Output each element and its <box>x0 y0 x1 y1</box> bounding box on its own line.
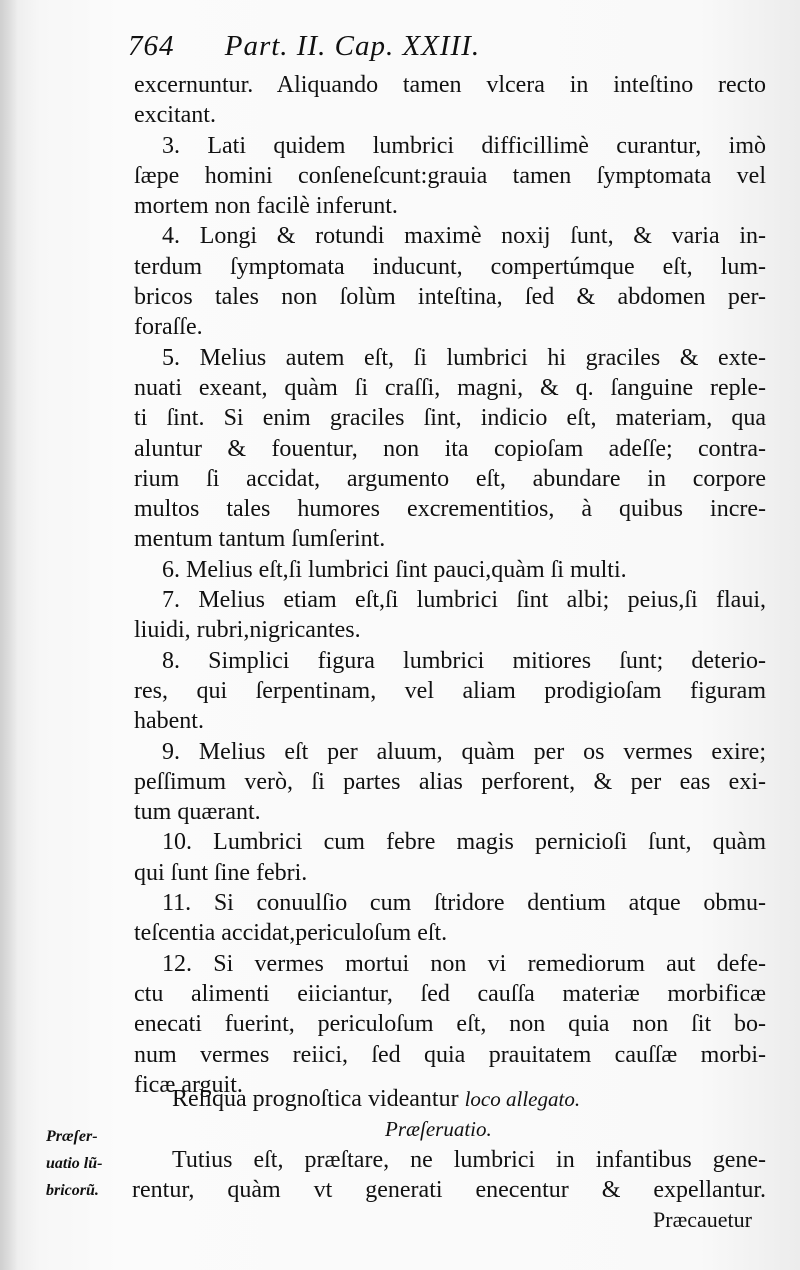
text-line: ti ſint. Si enim graciles ſint, indicio eſt, materiam, qua <box>134 405 766 432</box>
text-line: rium ſi accidat, argumento eſt, abundare in corpore <box>134 465 766 492</box>
text-line: ctu alimenti eiiciantur, ſed cauſſa materiæ morbificæ <box>134 980 766 1007</box>
text-line: 5. Melius autem eſt, ſi lumbrici hi graciles & exte- <box>162 344 766 371</box>
reliqua-text: Reliqua prognoſtica videantur <box>172 1086 459 1112</box>
text-line: qui ſunt ſine febri. <box>134 859 308 886</box>
text-line: foraſſe. <box>134 314 203 341</box>
text-line: mortem non facilè inferunt. <box>134 193 398 220</box>
reliqua-line <box>172 1086 580 1113</box>
text-line: num vermes reiici, ſed quia prauitatem cauſſæ morbi- <box>134 1041 766 1068</box>
catchword: Præcauetur <box>653 1207 752 1232</box>
text-line: 3. Lati quidem lumbrici difficillimè curantur, imò <box>162 132 766 159</box>
text-line: enecati fuerint, periculoſum eſt, non quia non ſit bo- <box>134 1011 766 1038</box>
text-line: mentum tantum ſumſerint. <box>134 526 386 553</box>
section-heading: Præſeruatio. <box>385 1117 492 1141</box>
text-line: rentur, quàm vt generati enecentur & expellantur. <box>132 1177 766 1204</box>
text-line: aluntur & fouentur, non ita copioſam adeſſe; contra- <box>134 435 766 462</box>
text-line: 7. Melius etiam eſt,ſi lumbrici ſint albi; peius,ſi flaui, <box>162 587 766 614</box>
text-line: ſæpe homini conſeneſcunt:grauia tamen ſymptomata vel <box>134 162 766 189</box>
text-line: excernuntur. Aliquando tamen vlcera in inteſtino recto <box>134 72 766 98</box>
text-line: 6. Melius eſt,ſi lumbrici ſint pauci,quàm ſi multi. <box>162 556 627 583</box>
page-number: 764 <box>128 30 175 62</box>
text-line: multos tales humores excrementitios, à quibus incre- <box>134 496 766 523</box>
text-line: 4. Longi & rotundi maximè noxij ſunt, & varia in- <box>162 223 766 250</box>
text-line: nuati exeant, quàm ſi craſſi, magni, & q. ſanguine reple- <box>134 374 766 401</box>
gutter-shadow <box>0 0 18 1270</box>
text-line: res, qui ſerpentinam, vel aliam prodigioſam figuram <box>134 677 766 704</box>
margin-note: Præſer- uatio lũ- bricorũ. <box>46 1128 103 1199</box>
text-line: 8. Simplici figura lumbrici mitiores ſunt; deterio- <box>162 647 766 674</box>
text-line: tum quærant. <box>134 799 261 826</box>
text-line: peſſimum verò, ſi partes alias perforent, & per eas exi- <box>134 768 766 795</box>
text-line: teſcentia accidat,periculoſum eſt. <box>134 920 448 947</box>
text-line: 11. Si conuulſio cum ſtridore dentium atque obmu- <box>162 890 766 917</box>
running-head <box>128 30 480 63</box>
text-line: habent. <box>134 708 204 735</box>
text-line: bricos tales non ſolùm inteſtina, ſed & abdomen per- <box>134 284 766 311</box>
reliqua-italic: loco allegato. <box>464 1087 581 1111</box>
text-line: ficæ arguit. <box>134 1071 243 1098</box>
text-line: 9. Melius eſt per aluum, quàm per os vermes exire; <box>162 738 766 765</box>
text-line: 12. Si vermes mortui non vi remediorum aut defe- <box>162 950 766 977</box>
text-line: Tutius eſt, præſtare, ne lumbrici in infantibus gene- <box>172 1147 766 1173</box>
body-text <box>134 70 766 1100</box>
text-line: liuidi, rubri,nigricantes. <box>134 617 361 644</box>
text-line: terdum ſymptomata inducunt, compertúmque eſt, lum- <box>134 253 766 280</box>
text-line: 10. Lumbrici cum febre magis pernicioſi ſunt, quàm <box>162 829 766 856</box>
text-line: excitant. <box>134 102 216 129</box>
chapter-title: Part. II. Cap. XXIII. <box>224 30 481 62</box>
final-paragraph <box>132 1145 766 1206</box>
